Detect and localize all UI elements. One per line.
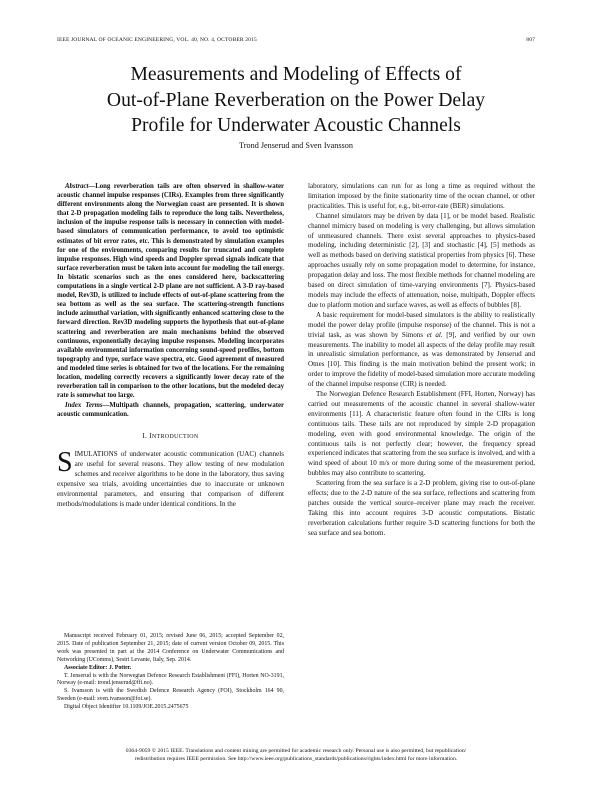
body-text: [9], and verified by our own measurements. The inability to model all aspects of the delay profile may result in unrealistic simulation performance, as was demonstrated by Jenserud and Otnes [10]. This finding is the main motivation behind the present work; in order to improve the fidelity of model-based simulation more accurate modeling of the channel impulse response (CIR) is needed. (308, 330, 536, 389)
body-paragraph: Scattering from the sea surface is a 2-D problem, giving rise to out-of-plane effects; due to the 2-D nature of the sea surface, reflections and scattering from patches outside the vertical source–receiver plane may reach the receiver. Taking this into account requires 3-D acoustic computations. Bistatic reverberation calculations further require 3-D scattering functions for both the sea surface and sea bottom. (308, 479, 535, 537)
introduction-paragraph (57, 447, 284, 509)
footnote-received: Manuscript received February 01, 2015; revised June 06, 2015; accepted September 02, 2015. Date of publication September 21, 2015; date of current version October 09, 2015. This work was presented in part at the 2014 Conference on Underwater Communications and Networking (UComms), Sestri Levante, Italy, Sep. 2014. (57, 633, 284, 663)
section-title-rest: NTRODUCTION (151, 434, 199, 441)
abstract-text: —Long reverberation tails are often observed in shallow-water acoustic channel impulse responses (CIRs). Examples from three significantly different environments along the Norwegian coast are presented. It is shown that 2-D propagation modeling fails to reproduce the long tails. Nevertheless, inclusion of the impulse response tails is necessary in connection with model-based simulators of communication performance, to avoid too optimistic estimates of bit error rates, etc. This is demonstrated by simulation examples for one of the environments, comparing results for truncated and complete impulse responses. High wind speeds and Doppler spread signals indicate that surface reverberation must be taken into account for modeling the tail energy. In bistatic scenarios such as the ones considered here, backscattering computations in a single vertical 2-D plane are not sufficient. A 3-D ray-based model, Rev3D, is utilized to include effects of out-of-plane scattering from the sea bottom as well as the sea surface. The scattering-strength functions include azimuthal variation, with significantly enhanced scattering close to the forward direction. Rev3D modeling supports the hypothesis that out-of-plane scattering and reverberation are main mechanisms behind the observed continuous, exponentially decaying impulse responses. Modeling incorporates available environmental information concerning sound-speed profiles, bottom topography and type, surface wave spectra, etc. Good agreement of measured and modeled time series is obtained for two of the locations. For the remaining location, modeling correctly recovers a significantly lower decay rate of the reverberation tail in comparison to the other locations, but the modeled decay rate is somewhat too large. (57, 183, 284, 400)
section-title-cap: I (149, 432, 152, 441)
body-paragraph: The Norwegian Defence Research Establishment (FFI, Horten, Norway) has carried out measurements of the acoustic channel in several shallow-water environments [11]. A characteristic feature often found in the CIRs is long continuous tails. These tails are not reproduced by simple 2-D propagation modeling, even with good environmental knowledge. The origin of the continuous tails is not perfectly clear; however, the frequency spread experienced indicates that scattering from the sea surface is involved, and with a wind speed of about 10 m/s or more during some of the measurement period, bubbles may also contribute to scattering. (308, 390, 535, 478)
copyright-line: redistribution requires IEEE permission. See http://www.ieee.org/publications_standards/publications/rights/index.html for more information. (134, 756, 458, 762)
footnote-doi: Digital Object Identifier 10.1109/JOE.2015.2475675 (64, 704, 189, 711)
footnote-editor: Associate Editor: J. Potter. (64, 664, 132, 671)
drop-cap: S (57, 447, 73, 479)
right-column (308, 182, 535, 539)
copyright-line: 0364-9059 © 2015 IEEE. Translations and content mining are permitted for academic research only. Personal use is also permitted, but republication/ (125, 748, 467, 754)
paper-title (40, 62, 552, 139)
title-line: Profile for Underwater Acoustic Channels (131, 115, 461, 136)
footnotes (57, 633, 284, 712)
body-paragraph: Channel simulators may be driven by data [1], or be model based. Realistic channel mimicry based on modeling is very challenging, but allows simulation of unmeasured channels. There exist several approaches to physics-based modeling, including deterministic [2], [3] and stochastic [4], [5] methods as well as methods based on deriving statistical properties from physics [6]. These approaches usually rely on some propagation model to determine, for instance, propagation delay and loss. The most flexible methods for channel modeling are based on direct simulation of time-varying environments [7]. Physics-based models may include the effects of attenuation, noise, multipath, Doppler effects due to platform motion and surface waves, as well as effects of bubbles [8]. (308, 211, 535, 309)
page-number: 807 (526, 37, 535, 43)
body-paragraph: laboratory, simulations can run for as long a time as required without the limitation imposed by the finite stationarity time of the ocean channel, or other practicalities. This is useful for, e.g., bit-error-rate (BER) simulations. (308, 182, 535, 210)
title-line: Measurements and Modeling of Effects of (130, 64, 462, 85)
abstract (57, 182, 284, 400)
body-paragraph (308, 311, 535, 390)
copyright-notice (57, 747, 535, 763)
et-al: et al. (426, 330, 443, 339)
section-heading-introduction (57, 432, 284, 443)
abstract-lead: Abstract (65, 183, 89, 190)
authors: Trond Jenserud and Sven Ivansson (239, 141, 353, 150)
intro-text: IMULATIONS of underwater acoustic communication (UAC) channels are useful for several reasons. They allow testing of new modulation schemes and receiver algorithms to be done in the laboratory, thus saving expensive sea trials, avoiding uncertainties due to inaccurate or unknown environmental parameters, and ensuring that comparison of different methods/modulations is made under identical conditions. In the (57, 450, 284, 508)
index-terms-lead: Index Terms (65, 402, 103, 410)
index-terms (57, 401, 284, 419)
footnote-author1: T. Jenserud is with the Norwegian Defence Research Establishment (FFI), Horten NO-3191, Norway (e-mail: trond.jenserud@ffi.no). (57, 672, 284, 687)
footnote-author2: S. Ivansson is with the Swedish Defence Research Agency (FOI), Stockholm 164 90, Sweden (e-mail: sven.ivansson@foi.se). (57, 688, 284, 703)
section-number: I. (142, 432, 148, 441)
journal-header: IEEE JOURNAL OF OCEANIC ENGINEERING, VOL. 40, NO. 4, OCTOBER 2015 (57, 37, 257, 43)
left-column (57, 182, 284, 510)
body-text: A basic requirement for model-based simulators is the ability to realistically model the power delay profile (impulse response) of the channel. This is not a trivial task, as was shown by Simons (308, 310, 535, 339)
index-terms-text: —Multipath channels, propagation, scattering, underwater acoustic communication. (57, 402, 285, 419)
title-line: Out-of-Plane Reverberation on the Power Delay (106, 89, 486, 111)
